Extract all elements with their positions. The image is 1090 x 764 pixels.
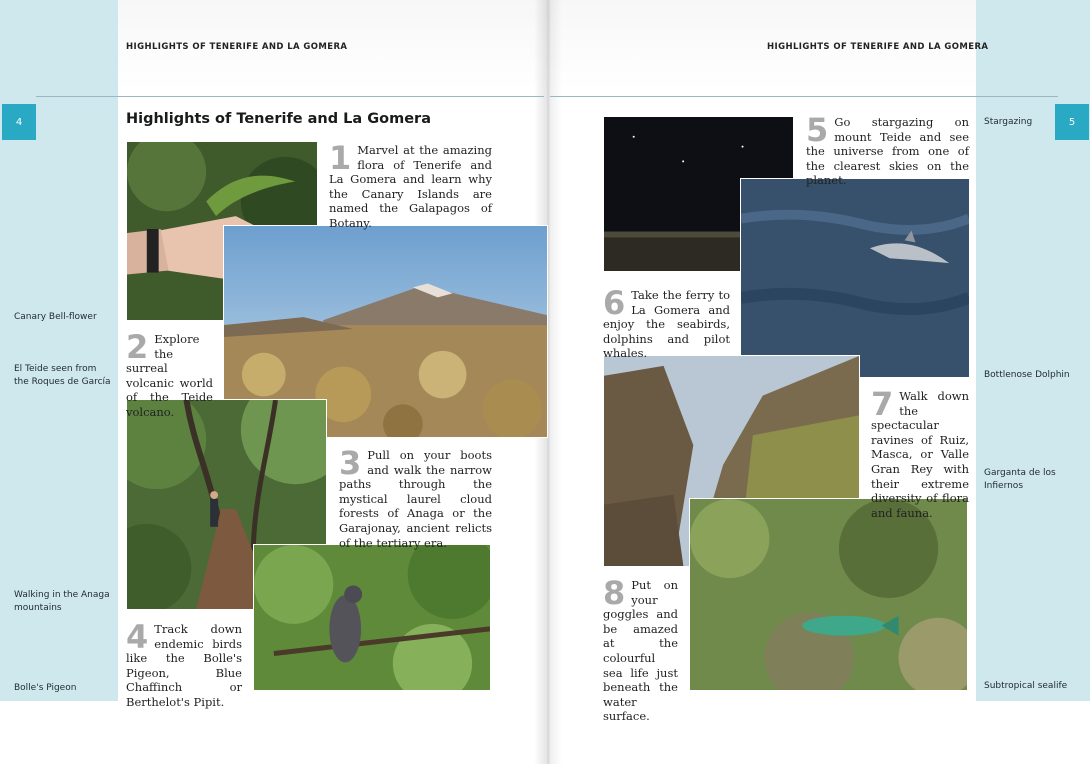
highlight-2 bbox=[126, 328, 213, 420]
caption-garganta: Garganta de los Infiernos bbox=[984, 468, 1056, 491]
sealife-photo bbox=[689, 498, 968, 691]
highlight-6-number: 6 bbox=[603, 284, 626, 322]
highlight-8 bbox=[603, 574, 678, 724]
highlight-7-text: Walk down the spectacular ravines of Ruiz, Masca, or Valle Gran Rey with their extreme diversity of flora and fauna. bbox=[871, 389, 969, 520]
highlight-2-number: 2 bbox=[126, 328, 149, 366]
highlight-4 bbox=[126, 618, 242, 710]
highlight-5 bbox=[806, 111, 969, 188]
caption-anaga: Walking in the Anaga mountains bbox=[14, 590, 110, 613]
dolphin-photo bbox=[740, 178, 970, 378]
highlight-8-text: Put on your goggles and be amazed at the colourful sea life just beneath the water surface. bbox=[603, 578, 678, 724]
caption-sealife: Subtropical sealife bbox=[984, 681, 1068, 691]
highlight-4-number: 4 bbox=[126, 618, 149, 656]
caption-pigeon: Bolle's Pigeon bbox=[14, 683, 77, 693]
highlight-3 bbox=[339, 444, 492, 550]
left-running-head: HIGHLIGHTS OF TENERIFE AND LA GOMERA bbox=[126, 42, 348, 52]
highlight-2-text: Explore the surreal volcanic world of the Teide volcano. bbox=[126, 332, 213, 419]
highlight-3-text: Pull on your boots and walk the narrow paths through the mystical laurel cloud forests of Anaga or the Garajonay, ancient relicts of the tertiary era. bbox=[339, 448, 492, 550]
caption-teide: El Teide seen from the Roques de García bbox=[14, 364, 111, 387]
left-page-number: 4 bbox=[2, 104, 36, 140]
highlight-5-number: 5 bbox=[806, 111, 829, 149]
right-running-head: HIGHLIGHTS OF TENERIFE AND LA GOMERA bbox=[767, 42, 989, 52]
highlight-1-text: Marvel at the amazing flora of Tenerife and La Gomera and learn why the Canary Islands are named the Galapagos of Botany. bbox=[329, 143, 492, 230]
highlight-6 bbox=[603, 284, 730, 361]
highlight-6-text: Take the ferry to La Gomera and enjoy the seabirds, dolphins and pilot whales. bbox=[603, 288, 730, 361]
right-page-number: 5 bbox=[1055, 104, 1089, 140]
highlight-5-text: Go stargazing on mount Teide and see the universe from one of the clearest skies on the planet. bbox=[806, 115, 969, 188]
right-header-rule bbox=[550, 96, 1058, 97]
page-title: Highlights of Tenerife and La Gomera bbox=[126, 111, 431, 127]
caption-dolphin: Bottlenose Dolphin bbox=[984, 370, 1070, 380]
highlight-1-number: 1 bbox=[329, 139, 352, 177]
highlight-1 bbox=[329, 139, 492, 231]
highlight-7 bbox=[871, 385, 969, 520]
highlight-4-text: Track down endemic birds like the Bolle's Pigeon, Blue Chaffinch or Berthelot's Pipit. bbox=[126, 622, 242, 709]
highlight-7-number: 7 bbox=[871, 385, 894, 423]
highlight-3-number: 3 bbox=[339, 444, 362, 482]
left-header-rule bbox=[36, 96, 544, 97]
pigeon-photo bbox=[253, 544, 491, 691]
caption-stargazing: Stargazing bbox=[984, 117, 1033, 127]
caption-bellflower: Canary Bell-flower bbox=[14, 312, 97, 322]
highlight-8-number: 8 bbox=[603, 574, 626, 612]
